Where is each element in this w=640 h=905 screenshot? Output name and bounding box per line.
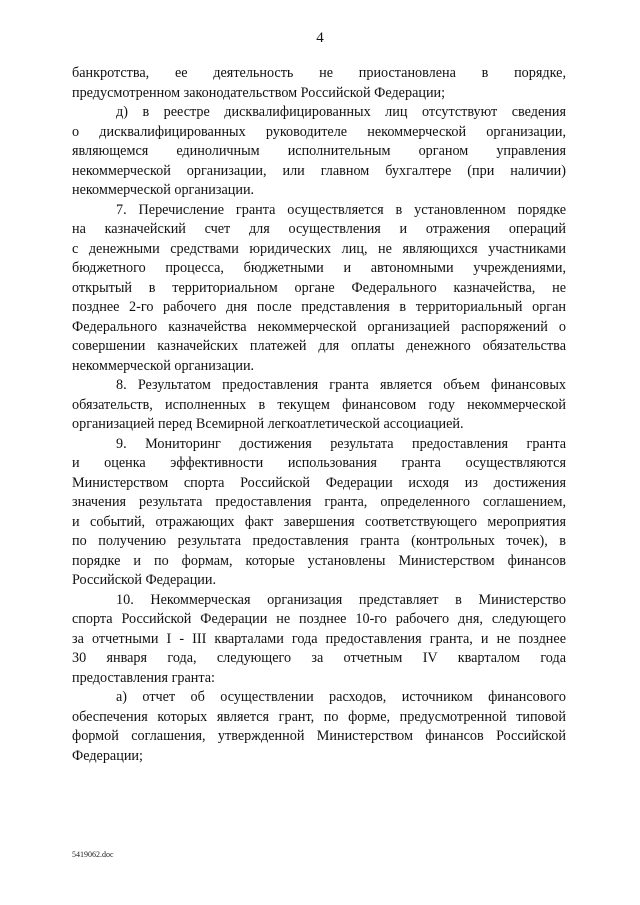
text-line: Федерации; (72, 747, 143, 764)
text-line: бюджетного процесса, бюджетными и автономными учреждениями, (72, 260, 566, 276)
text-line: банкротства, ее деятельность не приостановлена в порядке, (72, 65, 566, 81)
text-line: организацией перед Всемирной легкоатлетической ассоциацией. (72, 416, 464, 432)
text-line: 8. Результатом предоставления гранта является объем финансовых (116, 377, 566, 393)
text-line: порядке и по формам, которые установлены Министерством финансов (72, 552, 566, 569)
text-line: с денежными средствами юридических лиц, не являющихся участниками (72, 240, 566, 257)
text-line: некоммерческой организации. (72, 357, 255, 374)
text-line: на казначейский счет для осуществления и отражения операций (72, 221, 566, 237)
text-line: 10. Некоммерческая организация представляет в Министерство (116, 591, 566, 608)
text-line: за отчетными I - III кварталами года предоставления гранта, и не позднее (72, 630, 566, 647)
text-line: 7. Перечисление гранта осуществляется в установленном порядке (116, 201, 566, 218)
text-line: совершении казначейских платежей для оплаты денежного обязательства (72, 338, 566, 354)
text-line: Федерального казначейства некоммерческой организацией распоряжений о (72, 318, 566, 335)
text-line: а) отчет об осуществлении расходов, источником финансового (116, 689, 566, 705)
text-line: обязательств, исполненных в текущем финансовом году некоммерческой (72, 396, 566, 413)
text-line: и событий, отражающих факт завершения соответствующего мероприятия (72, 513, 566, 530)
text-line: значения результата предоставления гранта, определенного соглашением, (72, 494, 566, 510)
text-line: д) в реестре дисквалифицированных лиц отсутствуют сведения (116, 104, 566, 120)
text-line: некоммерческой организации, или главном бухгалтере (при наличии) (72, 162, 566, 179)
text-line: некоммерческой организации. (72, 182, 255, 198)
text-line: открытый в территориальном органе Федерального казначейства, не (72, 279, 566, 296)
text-line: являющемся единоличным исполнительным органом управления (72, 143, 566, 159)
document-file-code: 5419062.doc (72, 850, 114, 859)
text-line: и оценка эффективности использования гранта осуществляются (72, 455, 566, 471)
page-number: 4 (316, 30, 324, 46)
text-line: формой соглашения, утвержденной Министерством финансов Российской (72, 728, 566, 744)
text-line: позднее 2-го рабочего дня после представления в территориальный орган (72, 299, 566, 315)
text-line: обеспечения которых является грант, по форме, предусмотренной типовой (72, 708, 566, 725)
text-line: спорта Российской Федерации не позднее 10-го рабочего дня, следующего (72, 611, 566, 627)
text-line: 30 января года, следующего за отчетным IV кварталом года (72, 650, 566, 666)
text-line: предоставления гранта: (72, 669, 215, 686)
text-line: предусмотренном законодательством Российской Федерации; (72, 84, 446, 101)
text-line: 9. Мониторинг достижения результата предоставления гранта (116, 435, 566, 452)
document-body (72, 64, 566, 766)
text-line: Российской Федерации. (72, 572, 217, 588)
text-line: по получению результата предоставления гранта (контрольных точек), в (72, 533, 566, 549)
text-line: Министерством спорта Российской Федерации исходя из достижения (72, 474, 566, 491)
text-line: о дисквалифицированных руководителе некоммерческой организации, (72, 123, 566, 140)
